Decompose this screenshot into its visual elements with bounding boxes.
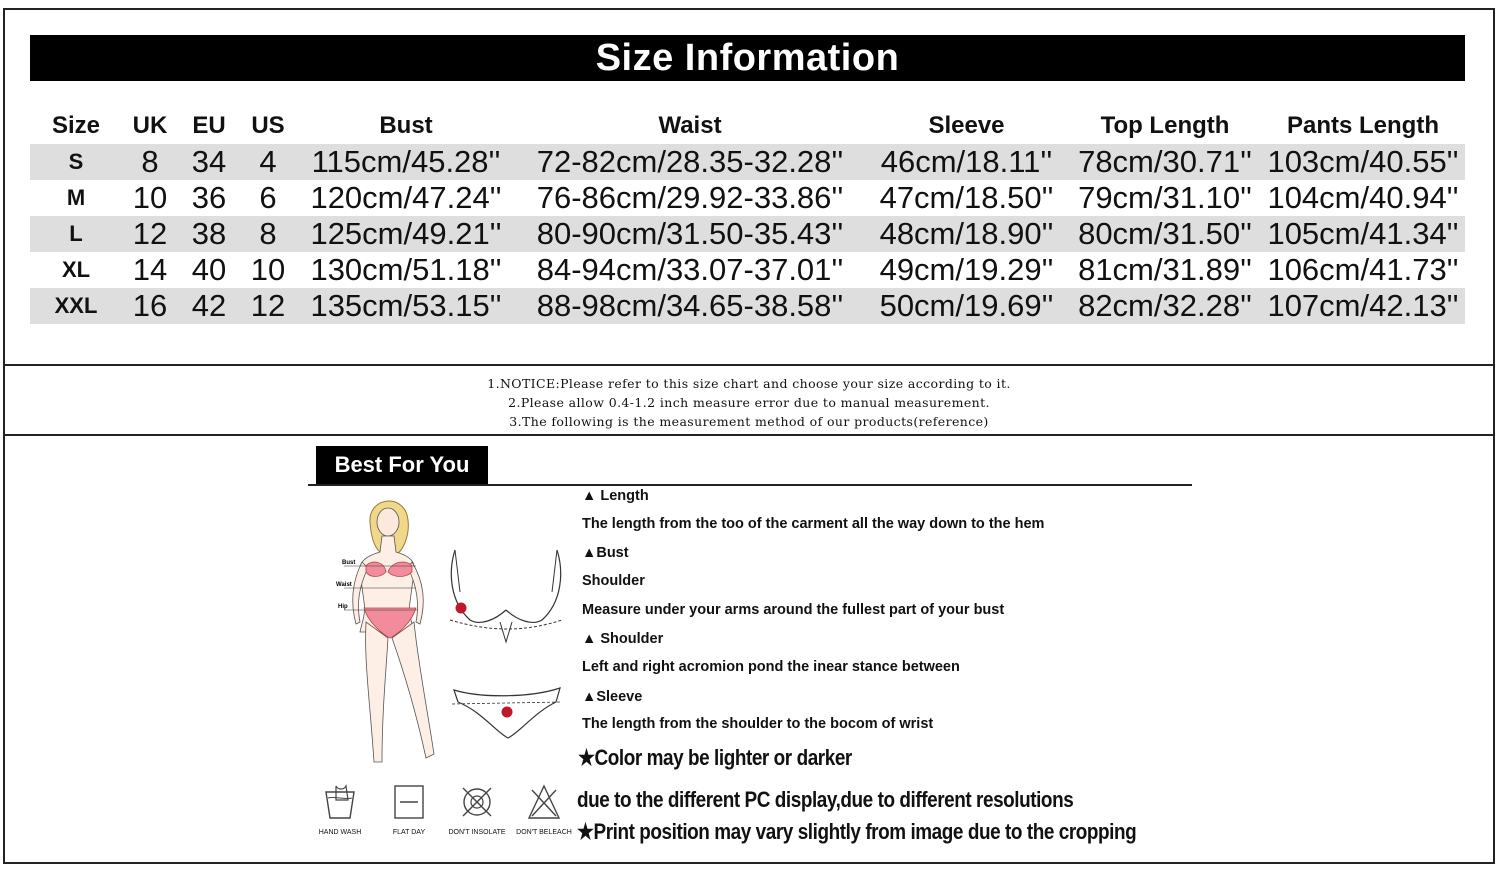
cell-bust: 130cm/51.18'' [310,252,502,287]
table-row [30,180,1465,216]
cell-uk: 16 [122,288,178,324]
no-bleach-icon [526,782,562,822]
measure-desc-length: The length from the too of the carment all the way down to the hem [582,516,1045,532]
col-sleeve: Sleeve [928,112,1005,139]
table-row [30,144,1465,180]
cell-bust: 135cm/53.15'' [296,288,516,324]
cell-size: L [30,216,122,252]
cell-waist: 84-94cm/33.07-37.01'' [536,252,844,287]
cell-waist: 88-98cm/34.65-38.58'' [516,288,864,324]
col-top-length: Top Length [1100,112,1230,139]
measure-label-shoulder: Shoulder [582,573,645,589]
cell-top-length: 80cm/31.50'' [1069,216,1261,252]
cell-bust: 115cm/45.28'' [296,144,516,180]
body-figure-illustration [330,492,570,777]
cell-us: 8 [240,216,296,252]
note-display: due to the different PC display,due to different resolutions [577,787,1074,812]
label-waist: Waist [336,582,352,588]
best-for-you-divider [308,484,1192,486]
col-size: Size [51,112,101,139]
cell-waist: 72-82cm/28.35-32.28'' [516,144,864,180]
notice-panel [3,364,1495,436]
cell-eu: 42 [178,288,240,324]
care-dont-bleach [509,782,579,836]
cell-eu: 38 [178,216,240,252]
notice-line-1: 1.NOTICE:Please refer to this size chart and choose your size according to it. [487,376,1011,391]
cell-pants-length: 103cm/40.55'' [1261,144,1465,180]
care-label: DON'T INSOLATE [448,829,506,836]
measure-heading-bust: ▲Bust [582,545,629,561]
cell-pants-length: 104cm/40.94'' [1267,180,1459,215]
cell-uk: 14 [132,252,168,287]
col-eu: EU [192,112,226,139]
cell-us: 4 [240,144,296,180]
col-uk: UK [132,112,168,139]
cell-sleeve: 46cm/18.11'' [864,144,1069,180]
label-hip: Hip [338,604,348,610]
cell-top-length: 81cm/31.89'' [1078,252,1252,287]
cell-uk: 8 [122,144,178,180]
cell-bust: 125cm/49.21'' [296,216,516,252]
note-print-position: ★Print position may vary slightly from image due to the cropping [577,819,1137,844]
notice-text [5,374,1493,431]
flat-dry-icon [391,782,427,822]
care-dont-insolate [442,782,512,836]
measure-desc-bust: Measure under your arms around the fullest part of your bust [582,602,1005,618]
table-row [30,252,1465,288]
cell-uk: 10 [132,180,168,215]
bra-diagram [450,550,562,642]
col-bust: Bust [379,112,433,139]
cell-pants-length: 106cm/41.73'' [1267,252,1459,287]
measure-heading-length: ▲ Length [582,488,649,504]
cell-us: 10 [250,252,286,287]
care-label: FLAT DAY [392,829,426,836]
cell-top-length: 82cm/32.28'' [1069,288,1261,324]
cell-size: XXL [30,288,122,324]
cell-sleeve: 48cm/18.90'' [864,216,1069,252]
cell-uk: 12 [122,216,178,252]
cell-eu: 40 [191,252,227,287]
cell-size: XL [61,257,91,282]
cell-sleeve: 50cm/19.69'' [864,288,1069,324]
table-row [30,216,1465,252]
cell-sleeve: 47cm/18.50'' [879,180,1054,215]
cell-us: 6 [259,180,277,215]
label-bust: Bust [342,560,356,566]
note-color: ★Color may be lighter or darker [578,745,852,770]
cell-size: S [30,144,122,180]
cell-top-length: 79cm/31.10'' [1078,180,1252,215]
cell-us: 12 [240,288,296,324]
measure-heading-shoulder: ▲ Shoulder [582,631,664,647]
best-for-you-tab: Best For You [316,446,488,484]
col-waist: Waist [658,112,722,139]
cell-pants-length: 107cm/42.13'' [1261,288,1465,324]
no-sun-icon [459,782,495,822]
measure-desc-shoulder: Left and right acromion pond the inear stance between [582,659,960,675]
cell-size: M [66,185,86,210]
care-flat-dry [374,782,444,836]
panty-diagram [452,688,562,738]
cell-bust: 120cm/47.24'' [310,180,502,215]
notice-line-2: 2.Please allow 0.4-1.2 inch measure error due to manual measurement. [508,395,990,410]
measure-desc-sleeve: The length from the shoulder to the bocom of wrist [582,716,934,732]
care-hand-wash [305,782,375,836]
cell-waist: 76-86cm/29.92-33.86'' [536,180,844,215]
cell-sleeve: 49cm/19.29'' [879,252,1054,287]
col-pants-length: Pants Length [1286,112,1439,139]
table-row [30,288,1465,324]
col-us: US [251,112,285,139]
care-label: HAND WASH [318,829,362,836]
size-table [30,108,1465,324]
hand-wash-icon [322,782,358,822]
notice-line-3: 3.The following is the measurement method of our products(reference) [509,414,989,429]
care-label: DON'T BELEACH [516,829,572,836]
cell-top-length: 78cm/30.71'' [1069,144,1261,180]
cell-pants-length: 105cm/41.34'' [1261,216,1465,252]
cell-eu: 34 [178,144,240,180]
size-info-title: Size Information [30,35,1465,81]
measure-heading-sleeve: ▲Sleeve [582,689,643,705]
cell-eu: 36 [191,180,227,215]
cell-waist: 80-90cm/31.50-35.43'' [516,216,864,252]
size-table-header [30,108,1465,144]
